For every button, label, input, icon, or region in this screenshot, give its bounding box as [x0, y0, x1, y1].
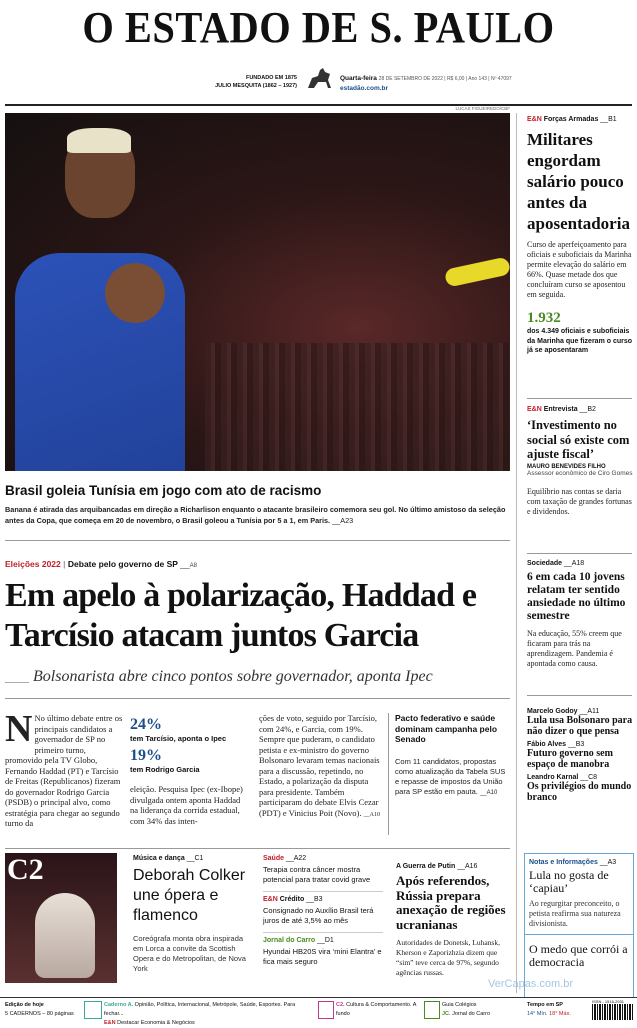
main-col1: N No último debate entre os principais candidatos a governador de SP no primeiro turno, promovido pela TV Globo, Fernando Haddad (PT) e Tarcísio de Freitas (Republicanos) fizeram do governador Rodrigo Garcia (PSDB) o principal alvo, como estratégia para chegar ao segundo turno da	[5, 708, 123, 828]
photo-credit: LUCAS FIGUEIREDO/CBF	[455, 106, 510, 111]
guia-icon	[424, 1001, 440, 1019]
briefs-column: Saúde __A22 Terapia contra câncer mostra potencial para tratar covid grave E&N Crédito __B3 Consignado no Auxílio Brasil terá juros de até 3,5% ao mês Jornal do Carro __D1 Hyundai HB20S vira ‘mini Elantra’ e fica mais seguro	[263, 855, 382, 966]
senate-box: Pacto federativo e saúde dominam campanha pelo Senado Com 11 candidatos, propostas como atualização da Tabela SUS e repasse de impostos da União para SP estão em pauta. __A10	[388, 713, 510, 835]
main-section-tag: Eleições 2022 | Debate pelo governo de SP __A8	[5, 559, 197, 569]
site-link[interactable]: estadão.com.br	[340, 85, 389, 92]
columnists-list	[527, 708, 635, 803]
putin-story: A Guerra de Putin __A16 Após referendos, Rússia prepara anexação de regiões ucranianas Autoridades de Donetsk, Luhansk, Kherson e Zaporizhzia dizem que “sim” teve cerca de 97%, segundo agências russas.	[396, 863, 506, 977]
photo-caption-title: Brasil goleia Tunísia em jogo com ato de racismo	[5, 483, 322, 498]
c2-logo: C2	[7, 853, 44, 886]
issue-info: Quarta-feira 28 DE SETEMBRO DE 2022 | R$ 6,00 | Ano 143 | Nº 47097 estadão.com.br	[340, 74, 540, 93]
masthead	[0, 0, 637, 60]
photo-caption-body: Banana é atirada das arquibancadas em direção a Richarlison enquanto o atacante brasileiro comemora seu gol. No último amistoso da seleção antes da Copa, que começa em 20 de novembro, o Brasil goleou a Tunísia por 5 a 1, em Paris. __A23	[5, 505, 506, 525]
watermark: VerCapas.com.br	[488, 978, 573, 990]
columnist-item[interactable]: Fábio Alves __B3 Futuro governo sem espaço de manobra	[527, 741, 613, 770]
newspaper-title: O ESTADO DE S. PAULO	[82, 3, 555, 52]
columnist-item[interactable]: Marcelo Godoy __A11 Lula usa Bolsonaro para não dizer o que pensa	[527, 708, 633, 737]
horse-rider-logo-icon	[304, 62, 334, 92]
footer: Edição de hoje 5 CADERNOS – 80 páginas Caderno A. Opinião, Política, Internacional, Metrópole, Saúde, Esportes. Para fechar... E&N Destacar Economia & Negócios C2. Cultura & Comportamento. A fundo Guia Colégios JC. Jornal do Carro Tempo em SP 14° Mín. 18° Máx. ISSN - 1516-2931	[0, 997, 637, 1025]
barcode: ISSN - 1516-2931	[592, 999, 634, 1020]
caderno-a-icon	[84, 1001, 102, 1019]
main-col3: ções de voto, seguido por Tarcísio, com 24%, e Garcia, com 19%. Sempre que puderam, o candidato petista e ex-ministro do governo Bolsonaro levaram temas nacionais para a discussão, repetindo, no Estado, a polarização da disputa para presidente. Também participaram do debate Elvis Cezar (PDT) e Vinicius Poit (Novo). __A10	[259, 713, 380, 818]
main-headline: Em apelo à polarização, Haddad e Tarcísio atacam juntos Garcia	[5, 577, 477, 654]
main-col2: eleição. Pesquisa Ipec (ex-Ibope) divulgada ontem aponta Haddad na liderança da corrida estadual, com 34% das inten-	[130, 784, 243, 826]
weather: Tempo em SP 14° Mín. 18° Máx.	[527, 1002, 571, 1017]
entrevista-story: E&N Entrevista __B2 ‘Investimento no social só existe com ajuste fiscal’ MAURO BENEVIDES FILHO Assessor econômico de Ciro Gomes Equilíbrio nas contas se daria com taxação de grandes fortunas e dividendos.	[527, 406, 633, 516]
columnist-item[interactable]: Leandro Karnal __C8 Os privilégios do mundo branco	[527, 774, 632, 803]
main-photo	[5, 113, 510, 471]
sociedade-story: Sociedade __A18 6 em cada 10 jovens relatam ter sentido ansiedade no último semestre Na educação, 55% creem que ficaram para trás na aprendizagem. Pandemia é apontada como causa.	[527, 560, 626, 668]
militares-story: E&N Forças Armadas __B1 Militares engordam salário pouco antes da aposentadoria Curso de aperfeiçoamento para oficiais e suboficiais da Marinha permite elevação do salário em 66%. Quase metade dos que concluíram curso se aposentou em seguida. 1.932 dos 4.349 oficiais e suboficiais da Marinha que fizeram o curso já se aposentaram	[527, 116, 633, 354]
top-divider	[5, 104, 632, 106]
c2-photo	[5, 853, 117, 983]
c2-story: Música e dança __C1 Deborah Colker une ópera e flamenco Coreógrafa monta obra inspirada em Lorca a convite da Scottish Opera e do Metropolitan, de Nova York	[133, 855, 246, 973]
founded-info: FUNDADO EM 1875 JULIO MESQUITA (1862 – 1927)	[215, 75, 297, 89]
banana-shape	[444, 256, 510, 287]
main-subhead: ___ Bolsonarista abre cinco pontos sobre governador, aponta Ipec	[5, 668, 433, 685]
poll-box: 24% tem Tarcísio, aponta o Ipec 19% tem Rodrigo Garcia	[130, 716, 227, 774]
notas-box: Notas e Informações __A3 Lula no gosta de ‘capiau’ Ao regurgitar preconceito, o petista reafirma sua natureza divisionista. O medo que corrói a democracia	[524, 853, 634, 998]
edition-info: Edição de hoje 5 CADERNOS – 80 páginas	[5, 1002, 74, 1017]
dancer-figure	[35, 893, 95, 978]
c2-section-icon	[318, 1001, 334, 1019]
